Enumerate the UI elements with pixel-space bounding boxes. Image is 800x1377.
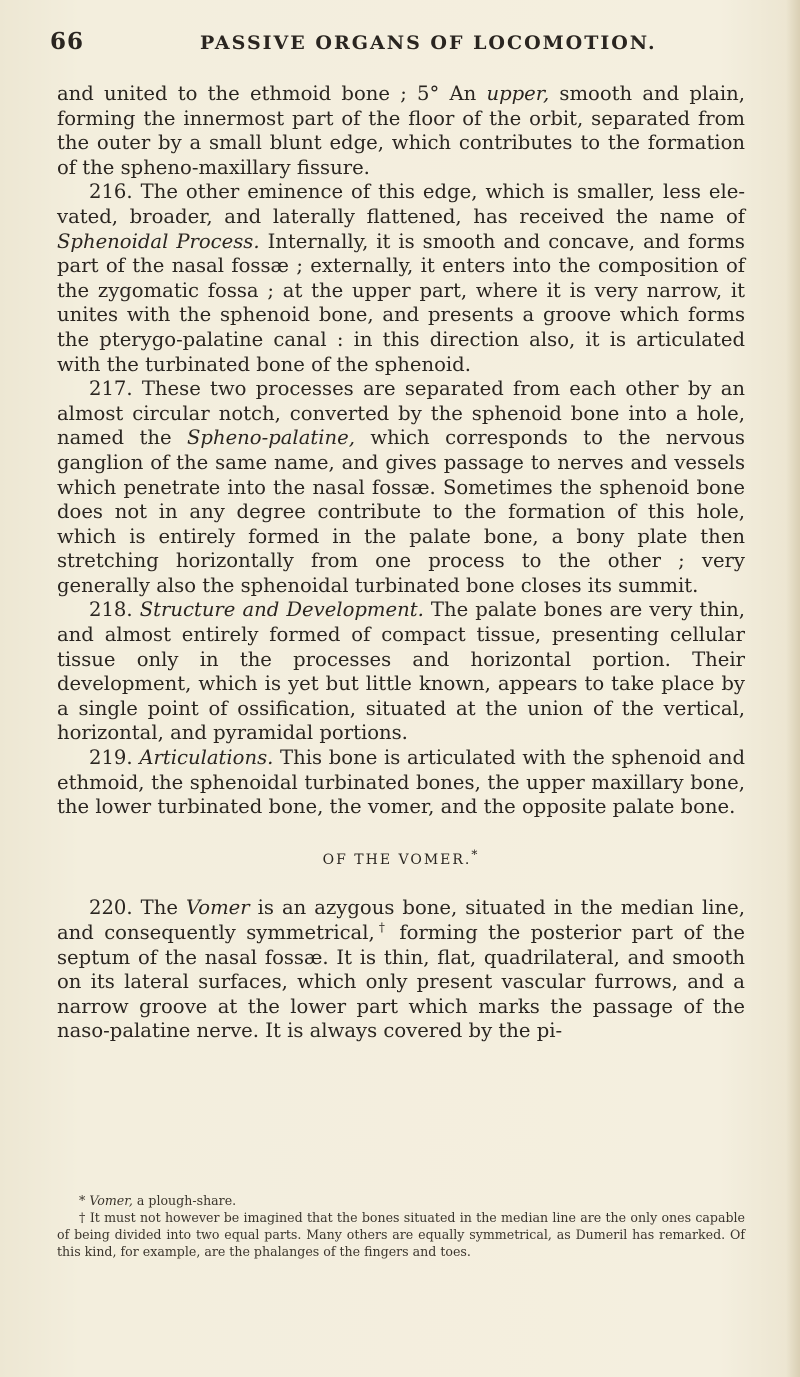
footnote-marker: † [374, 920, 390, 935]
page-edge-shadow [786, 0, 800, 1377]
paragraph-219 [57, 746, 745, 820]
paragraph-216 [57, 180, 745, 377]
paragraph-220 [57, 896, 745, 1044]
text-run: 219. [89, 746, 140, 770]
italic-term: upper, [486, 82, 550, 105]
footnote-marker: * [79, 1193, 86, 1208]
italic-term: Structure and Development. [139, 598, 424, 622]
paragraph-continuation [57, 82, 745, 180]
text-run: Internally, it is smooth and concave, and forms part of the nasal fossæ ; externally, it enters into the composition of the zygomatic fossa ; at the upper part, where it is very narrow, it unites with the sphenoid bone, and presents a groove which forms the pterygo-palatine canal : in this direction also, it is articulated with the turbinated bone of the sphenoid. [57, 229, 745, 376]
section-heading [57, 848, 745, 873]
italic-term: Spheno-palatine, [186, 426, 355, 450]
text-run: and united to the ethmoid bone ; 5° An [57, 82, 487, 105]
text-run: forming the posterior part of the septum of the nasal fossæ. It is thin, flat, quadrilateral, and smooth on its lateral surfaces, which only present vascular furrows, and a narrow groove at the lower part which marks the passage of the naso-palatine nerve. It is always covered by the pi- [57, 921, 745, 1043]
text-run: This bone is articulated with the sphenoid and ethmoid, the sphenoidal turbinated bones, the upper maxillary bone, the lower turbinated bone, the vomer, and the opposite palate bone. [57, 746, 745, 819]
italic-term: Vomer, [89, 1193, 133, 1208]
italic-term: Articulations. [139, 746, 274, 770]
footnotes [57, 1192, 745, 1260]
paragraph-218 [57, 598, 745, 746]
text-run: The palate bones are very thin, and almost entirely formed of compact tissue, presenting cellular tissue only in the processes and horizontal portion. Their development, which is yet but little known, appears to take place by a single point of ossification, situated at the union of the vertical, horizontal, and pyramidal portions. [57, 598, 746, 745]
page-header [50, 28, 750, 60]
text-run: is an azygous bone, situated in the median line, and consequently symmetrical, [57, 896, 745, 944]
paragraph-217 [57, 377, 745, 598]
footnote-2 [57, 1209, 745, 1260]
text-run: which corresponds to the nervous ganglion of the same name, and gives passage to nerves and vessels which penetrate into the nasal fossæ. Sometimes the sphenoid bone does not in any degree contribute to the formation of this hole, which is entirely formed in the palate bone, a bony plate then stretching horizontally from one process to the other ; very generally also the sphenoidal turbinated bone closes its summit. [57, 426, 745, 597]
italic-term: Vomer [185, 896, 250, 920]
footnote-text: a plough-share. [132, 1193, 237, 1208]
footnote-1 [57, 1192, 745, 1209]
section-heading-text: OF THE VOMER. [322, 851, 472, 868]
text-run: 217. These two processes are separated from each other by an almost circular notch, converted by the sphenoid bone into a hole, named the [57, 377, 745, 450]
text-run: 220. The [89, 896, 186, 920]
italic-term: Sphenoidal Process. [57, 229, 260, 253]
page-number: 66 [50, 28, 85, 55]
running-head: PASSIVE ORGANS OF LOCOMOTION. [200, 32, 657, 54]
text-run: 218. [89, 598, 140, 622]
body-text [57, 82, 745, 1044]
footnote-marker: † [79, 1210, 86, 1225]
text-run: smooth and plain, forming the innermost part of the floor of the orbit, separated from the outer by a small blunt edge, which contributes to the formation of the spheno-maxillary fissure. [57, 82, 745, 179]
footnote-marker: * [471, 847, 480, 862]
text-run: 216. The other eminence of this edge, which is smaller, less elevated, broader, and laterally flattened, has received the name of [57, 180, 745, 228]
footnote-text: It must not however be imagined that the bones situated in the median line are the only ones capable of being divided into two equal parts. Many others are equally symmetrical, as Dumeril has remarked. Of this kind, for example, are the phalanges of the fingers and toes. [57, 1210, 745, 1259]
